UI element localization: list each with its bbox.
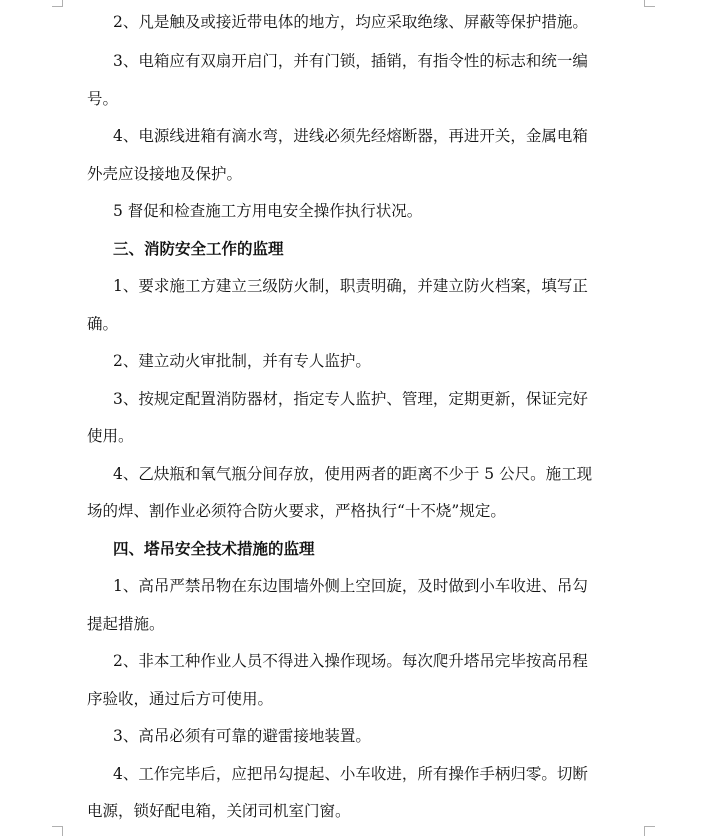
paragraph-line: 序验收，通过后方可使用。 — [87, 690, 274, 708]
crop-mark-top-left — [52, 0, 63, 7]
paragraph-line: 2、凡是触及或接近带电体的地方，均应采取绝缘、屏蔽等保护措施。 — [113, 13, 588, 31]
paragraph-line: 场的焊、割作业必须符合防火要求，严格执行“十不烧”规定。 — [87, 502, 506, 520]
paragraph-line: 使用。 — [87, 427, 134, 445]
section-heading: 四、塔吊安全技术措施的监理 — [113, 540, 315, 558]
paragraph-line: 号。 — [87, 90, 119, 108]
paragraph-line: 5 督促和检查施工方用电安全操作执行状况。 — [113, 202, 423, 220]
paragraph-line: 4、乙炔瓶和氧气瓶分间存放，使用两者的距离不少于 5 公尺。施工现 — [113, 465, 593, 483]
crop-mark-top-right — [644, 0, 655, 7]
paragraph-line: 4、工作完毕后，应把吊勾提起、小车收进，所有操作手柄归零。切断 — [113, 765, 588, 783]
section-heading: 三、消防安全工作的监理 — [113, 240, 284, 258]
paragraph-line: 确。 — [87, 315, 119, 333]
paragraph-line: 3、高吊必须有可靠的避雷接地装置。 — [113, 727, 371, 745]
paragraph-line: 1、高吊严禁吊物在东边围墙外侧上空回旋，及时做到小车收进、吊勾 — [113, 577, 588, 595]
paragraph-line: 电源，锁好配电箱，关闭司机室门窗。 — [87, 802, 351, 820]
paragraph-line: 3、按规定配置消防器材，指定专人监护、管理，定期更新，保证完好 — [113, 390, 588, 408]
paragraph-line: 4、电源线进箱有滴水弯，进线必须先经熔断器，再进开关，金属电箱 — [113, 127, 588, 145]
paragraph-line: 1、要求施工方建立三级防火制，职责明确，并建立防火档案，填写正 — [113, 277, 588, 295]
paragraph-line: 2、非本工种作业人员不得进入操作现场。每次爬升塔吊完毕按高吊程 — [113, 652, 588, 670]
paragraph-line: 外壳应设接地及保护。 — [87, 165, 243, 183]
paragraph-line: 提起措施。 — [87, 615, 165, 633]
paragraph-line: 3、电箱应有双扇开启门，并有门锁，插销，有指令性的标志和统一编 — [113, 52, 588, 70]
paragraph-line: 2、建立动火审批制，并有专人监护。 — [113, 352, 371, 370]
